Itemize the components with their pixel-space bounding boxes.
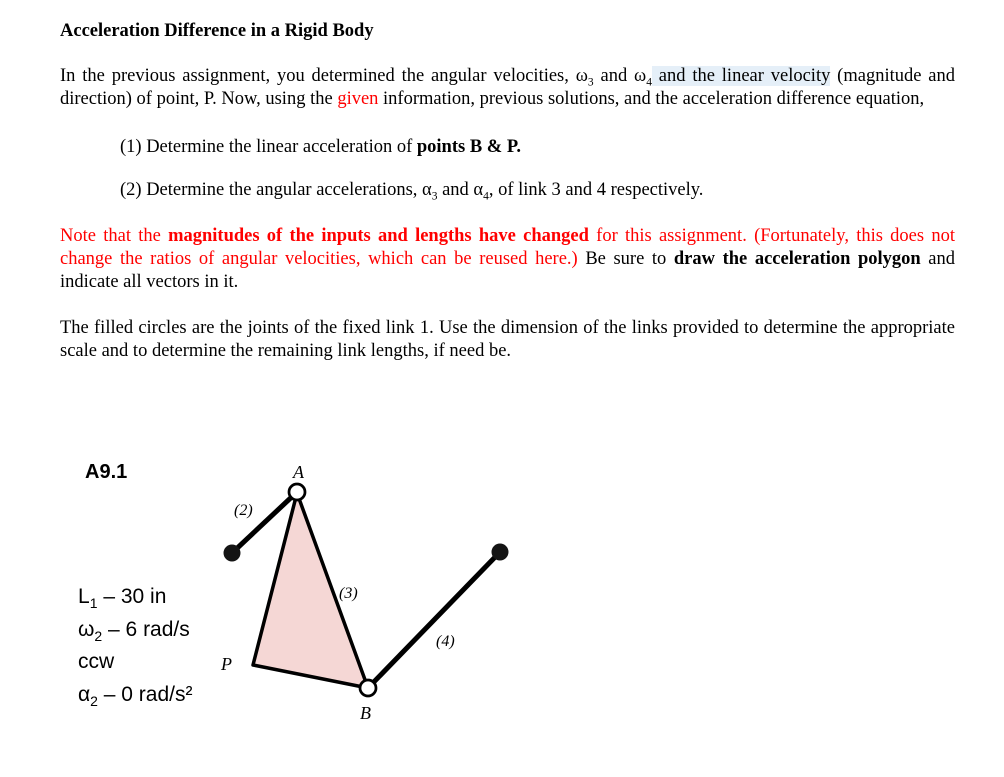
given-angular-acceleration [78, 679, 192, 712]
intro-run-1: In the previous assignment, you determined the angular velocities, ω [60, 66, 588, 86]
note-red-run-2: for this assignment. (Fortunately, this does not change the ratios of angular velocities, which can be reused here.) [60, 226, 955, 269]
given-angular-velocity [78, 614, 192, 647]
link-2-label: (2) [234, 502, 253, 519]
given-alpha-symbol: α [78, 682, 91, 706]
alpha4-subscript: 4 [483, 190, 489, 203]
intro-run-4: information, previous solutions, and the acceleration difference equation, [378, 89, 925, 109]
omega3-subscript: 3 [587, 76, 594, 89]
given-l-value: – 30 in [97, 585, 167, 608]
link-3-label: (3) [339, 585, 358, 602]
page-title: Acceleration Difference in a Rigid Body [60, 21, 374, 41]
given-omega-subscript: 2 [94, 627, 103, 644]
note-black-run-1: Be sure to [585, 249, 674, 269]
point-p-label: P [221, 654, 232, 674]
ground-joint-right [492, 544, 509, 561]
task-2-text-1: (2) Determine the angular accelerations, α [120, 180, 432, 200]
task-1-item [60, 136, 955, 159]
mechanism-figure [0, 455, 1004, 777]
closing-paragraph: The filled circles are the joints of the fixed link 1. Use the dimension of the links provided to determine the appropriate scale and to determine the remaining link lengths, if need be. [60, 318, 955, 361]
note-red-run-1: Note that the [60, 226, 169, 246]
task-2-text-2: and α [437, 180, 484, 200]
ground-joint-left [224, 545, 241, 562]
intro-highlighted-run: and the linear velocity [651, 66, 831, 86]
intro-run-2: and ω [593, 66, 647, 86]
note-paragraph [60, 225, 955, 294]
intro-run-3: (magnitude and direction) of point, P. Now, using the [60, 66, 955, 109]
note-black-run-2: and indicate all vectors in it. [60, 249, 956, 292]
given-direction [78, 646, 192, 679]
given-l-symbol: L [78, 585, 90, 608]
given-alpha-value: – 0 rad/s² [97, 682, 193, 706]
given-link-length [78, 581, 192, 614]
omega4-subscript: 4 [646, 76, 652, 89]
assignment-text-column [60, 20, 955, 363]
intro-paragraph [60, 65, 955, 111]
task-2-item [60, 179, 955, 202]
task-2-text-3: , of link 3 and 4 respectively. [488, 180, 704, 200]
given-l-subscript: 1 [89, 595, 98, 612]
note-black-bold-run: draw the acceleration polygon [673, 249, 921, 269]
given-ccw-text: ccw [78, 650, 115, 673]
alpha3-subscript: 3 [431, 190, 438, 203]
given-values [78, 581, 192, 711]
given-omega-value: – 6 rad/s [102, 617, 190, 641]
given-omega-symbol: ω [78, 617, 95, 641]
link-4-bar [368, 552, 500, 688]
point-a-label: A [293, 462, 304, 482]
task-1-text: (1) Determine the linear acceleration of [120, 137, 417, 157]
intro-given-word: given [337, 89, 379, 109]
figure-label: A9.1 [85, 461, 128, 483]
note-red-bold-run: magnitudes of the inputs and lengths have changed [168, 226, 589, 246]
point-b-label: B [360, 703, 371, 723]
joint-a-circle [289, 484, 305, 500]
link-4-label: (4) [436, 633, 455, 650]
given-alpha-subscript: 2 [90, 692, 98, 709]
joint-b-circle [360, 680, 376, 696]
task-1-bold-text: points B & P. [416, 137, 522, 157]
